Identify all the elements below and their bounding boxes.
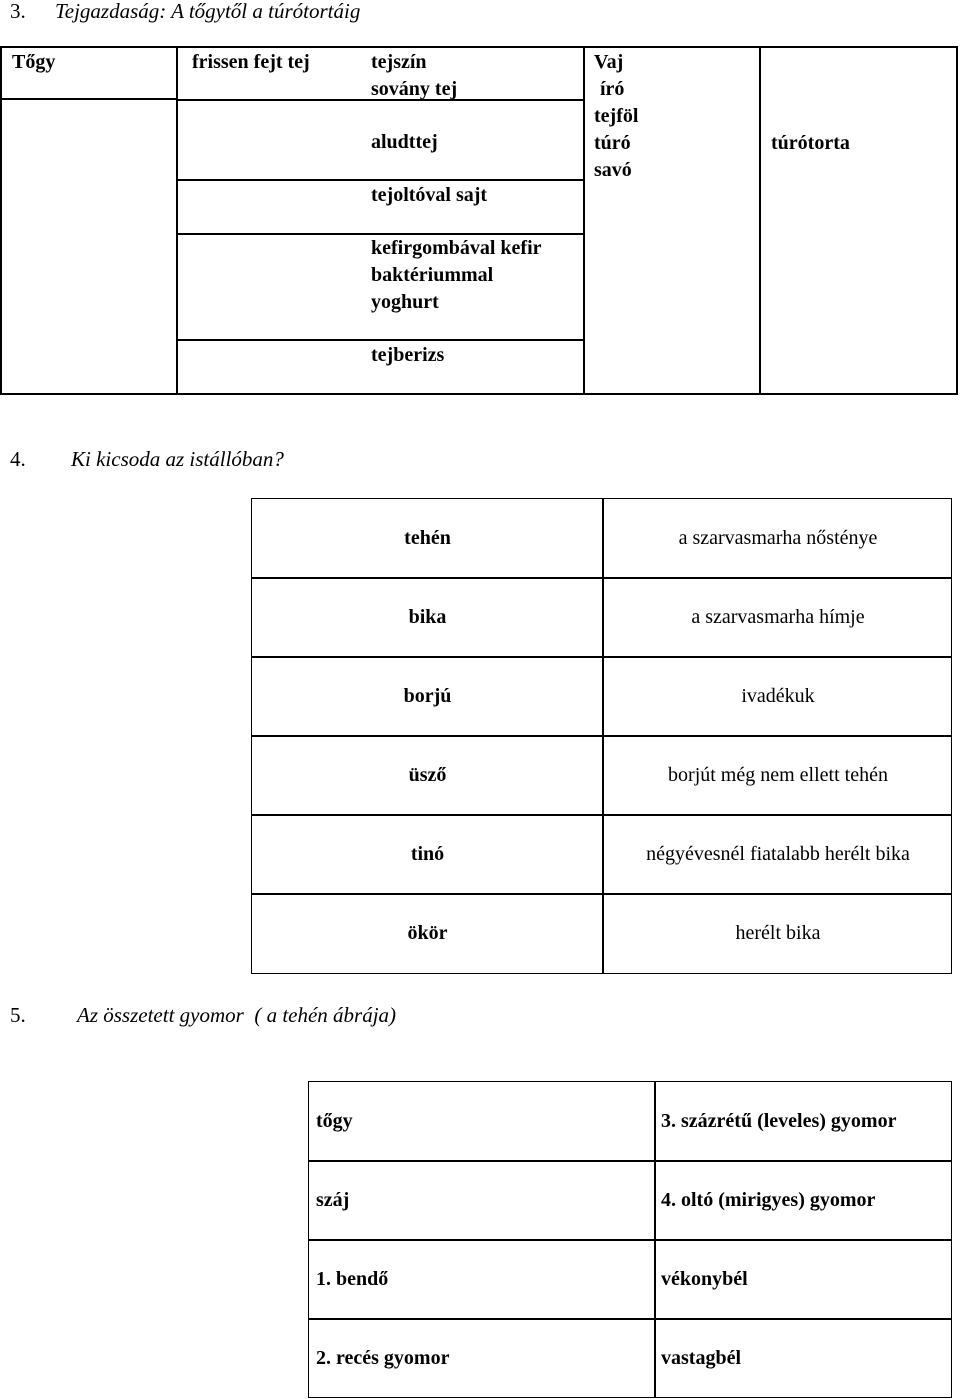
definition-cell: a szarvasmarha nősténye: [678, 527, 878, 549]
section5-number: 5.: [10, 1003, 26, 1027]
dairy-products-table: [0, 46, 957, 395]
term-cell: tinó: [410, 843, 445, 865]
table-row: [252, 578, 951, 657]
skim-milk-text: sovány tej: [371, 78, 458, 100]
right-cell: vastagbél: [661, 1347, 741, 1369]
section3-title: Tejgazdaság: A tőgytől a túrótortáig: [55, 0, 361, 23]
definition-cell: négyévesnél fiatalabb herélt bika: [646, 843, 910, 865]
left-cell: tőgy: [316, 1110, 353, 1132]
term-cell: tehén: [404, 527, 451, 549]
whey-text: savó: [594, 159, 632, 181]
section3-heading: [10, 0, 360, 24]
right-cell: vékonybél: [661, 1268, 748, 1290]
table-row: [252, 657, 951, 736]
left-cell: 2. recés gyomor: [316, 1347, 450, 1369]
curdled-milk-text: aludttej: [371, 131, 438, 153]
left-cell: száj: [316, 1189, 350, 1211]
sour-cream-text: tejföl: [594, 105, 639, 127]
table-row: [309, 1161, 951, 1240]
table-row: [252, 894, 951, 973]
table-row: [309, 1082, 951, 1161]
cheesecake-text: túrótorta: [771, 132, 850, 154]
cream-text: tejszín: [371, 51, 427, 73]
term-cell: üsző: [408, 764, 447, 786]
fresh-milk-cell: frissen fejt tej: [192, 51, 310, 73]
definition-cell: ivadékuk: [741, 685, 815, 707]
term-cell: bika: [408, 606, 447, 628]
definition-cell: a szarvasmarha hímje: [691, 606, 865, 628]
barn-table: [251, 498, 952, 974]
table-row: [252, 815, 951, 894]
cheese-text: tejoltóval sajt: [371, 184, 488, 206]
stomach-table: [308, 1081, 952, 1398]
kefir-text: kefirgombával kefir: [371, 237, 542, 259]
rice-pudding-text: tejberizs: [371, 344, 445, 366]
bacteria-text: baktériummal: [371, 264, 494, 286]
table-row: [309, 1240, 951, 1319]
definition-cell: borjút még nem ellett tehén: [668, 764, 888, 786]
definition-cell: herélt bika: [735, 922, 821, 944]
section4-title: Ki kicsoda az istállóban?: [71, 447, 284, 471]
left-cell: 1. bendő: [316, 1268, 389, 1290]
right-cell: 3. százrétű (leveles) gyomor: [661, 1110, 897, 1132]
section3-number: 3.: [10, 0, 26, 23]
section4-heading: [10, 447, 284, 472]
buttermilk-text: író: [600, 78, 625, 100]
udder-cell: Tőgy: [12, 51, 56, 73]
term-cell: ökör: [407, 922, 448, 944]
yoghurt-text: yoghurt: [371, 291, 439, 313]
table-row: [252, 499, 951, 578]
table-row: [309, 1319, 951, 1398]
cottage-cheese-text: túró: [594, 132, 631, 154]
table-row: [252, 736, 951, 815]
right-cell: 4. oltó (mirigyes) gyomor: [661, 1189, 876, 1211]
section4-number: 4.: [10, 447, 26, 471]
term-cell: borjú: [403, 685, 452, 707]
section5-title: Az összetett gyomor ( a tehén ábrája): [77, 1003, 397, 1027]
butter-text: Vaj: [594, 51, 624, 73]
section5-heading: [10, 1003, 396, 1028]
